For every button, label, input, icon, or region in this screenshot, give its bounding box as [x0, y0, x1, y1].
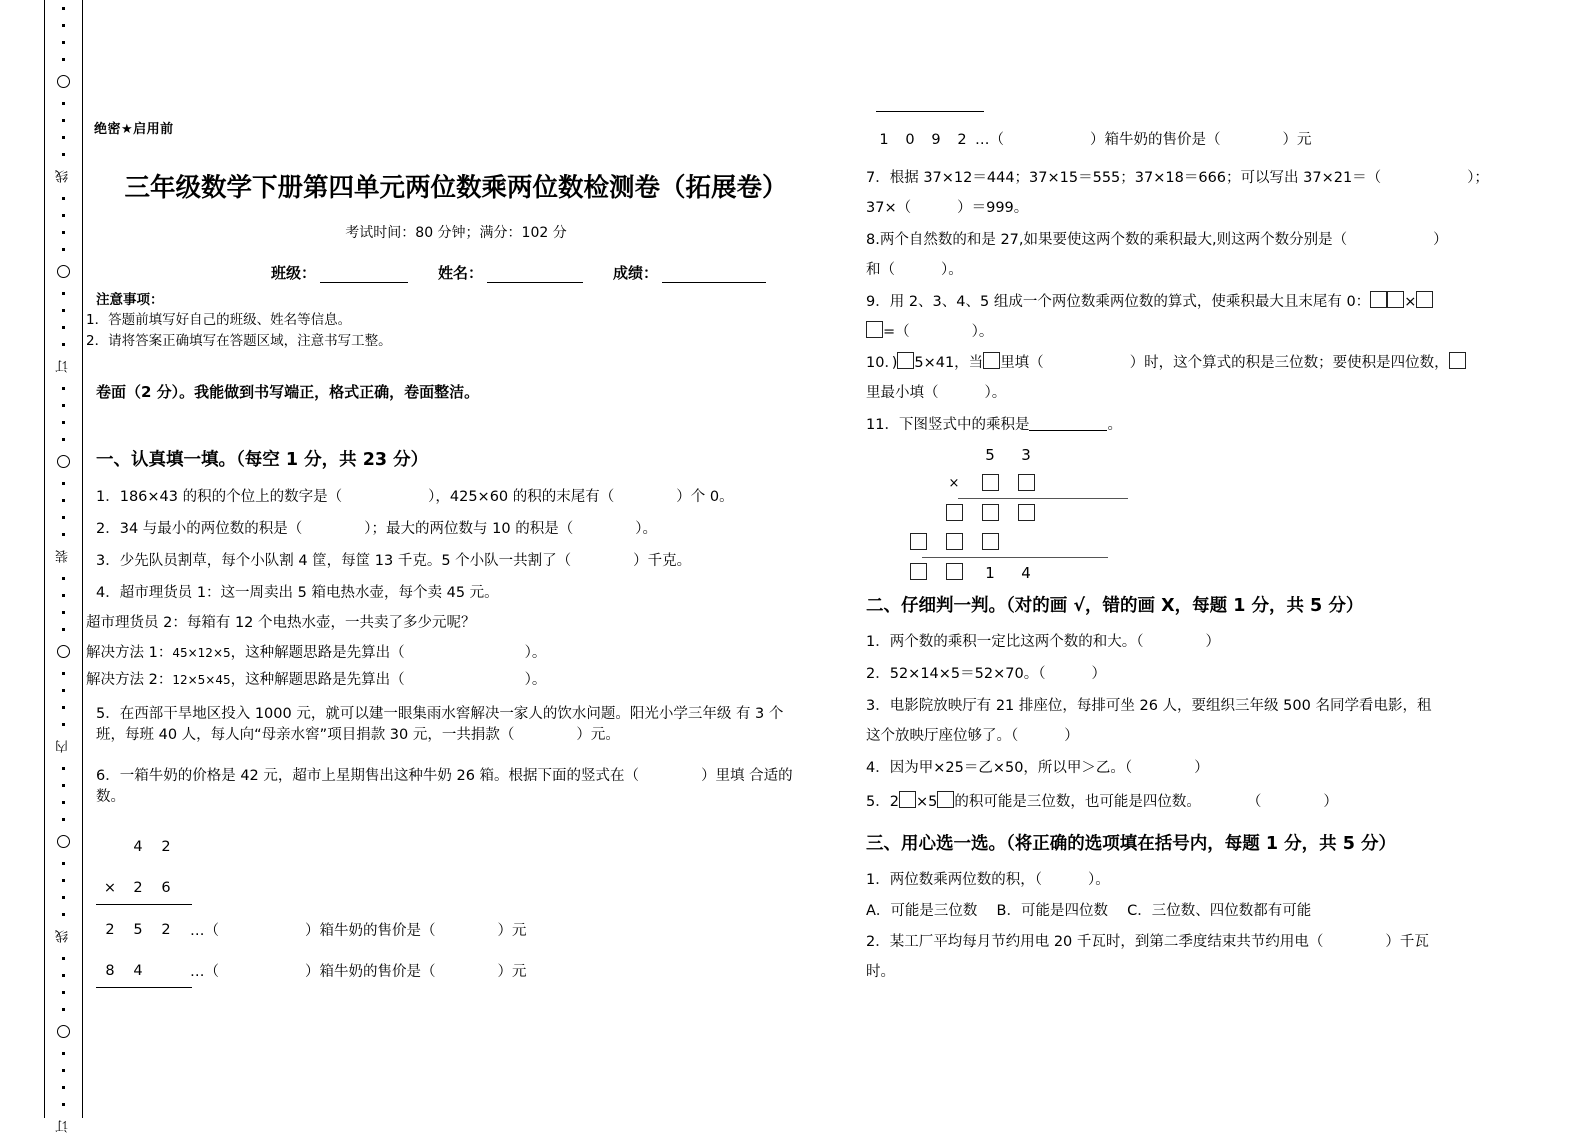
score-field[interactable]	[613, 262, 766, 283]
notice-item-2: 2．请将答案正确填写在答题区域，注意书写工整。	[86, 333, 392, 349]
binding-dot	[62, 7, 65, 10]
vcalc2-cell	[1008, 474, 1044, 493]
binding-rule-right	[82, 0, 83, 1118]
vcalc2-row-multiplicand	[936, 440, 1128, 469]
binding-margin	[0, 0, 86, 1133]
c1-part-b: ）。	[1087, 872, 1110, 888]
method2-label: 解决方法 2：	[86, 672, 173, 688]
notice-item-1: 1．答题前填写好自己的班级、姓名等信息。	[86, 312, 352, 328]
q9-part-a: 9．用 2、3、4、5 组成一个两位数乘两位数的算式，使乘积最大且末尾有 0：	[866, 294, 1371, 310]
ann-a: …（	[190, 964, 219, 980]
answer-box-icon[interactable]	[1416, 291, 1433, 308]
vcalc-cell: 2	[161, 921, 171, 938]
name-blank[interactable]	[487, 267, 583, 283]
vcalc-cell: 5	[133, 921, 143, 938]
vcalc2-cell	[972, 474, 1008, 493]
answer-box-icon[interactable]	[1370, 291, 1387, 308]
q3-part-a: 3．少先队员割草，每个小队割 4 筐，每筐 13 千克。5 个小队一共割了（	[96, 553, 572, 569]
binding-circle-icon	[57, 265, 70, 278]
q9-part-c: ）。	[971, 324, 994, 340]
q1-part-c: ）个 0。	[676, 489, 734, 505]
vcalc-row-multiplier	[96, 867, 527, 908]
secret-label: 绝密★启用前	[94, 122, 174, 137]
binding-dot	[62, 991, 65, 994]
question-2-3-line2	[866, 724, 1079, 745]
q1-part-a: 1．186×43 的积的个位上的数字是（	[96, 489, 343, 505]
q2-part-a: 2．34 与最小的两位数的积是（	[96, 521, 303, 537]
binding-dot	[62, 1086, 65, 1089]
question-1-10-line1	[866, 351, 1466, 372]
q6-part-c: 合适的数。	[96, 768, 793, 805]
binding-dot	[62, 482, 65, 485]
vcalc2-row-partial-1	[936, 499, 1128, 528]
t4-part-a: 4．因为甲×25＝乙×50，所以甲＞乙。（	[866, 760, 1133, 776]
t5-part-b: 的积可能是三位数，也可能是四位数。	[954, 794, 1201, 810]
q10-part-f: ）。	[984, 385, 1007, 401]
class-blank[interactable]	[320, 267, 408, 283]
q11-part-a: 11．下图竖式中的乘积是	[866, 417, 1030, 433]
t5-part-mid: ×5	[915, 794, 938, 810]
vcalc-rule-continuation	[876, 111, 984, 112]
binding-dot	[62, 24, 65, 27]
name-label: 姓名：	[437, 264, 483, 282]
q3-part-b: ）千克。	[633, 553, 692, 569]
vcalc2-row-partial-2	[900, 528, 1128, 557]
binding-dot	[62, 767, 65, 770]
ann-b: ）箱牛奶的售价是（	[1090, 132, 1221, 148]
answer-box-icon[interactable]	[982, 533, 999, 550]
binding-circle-icon	[57, 455, 70, 468]
question-1-4-method-1	[86, 641, 546, 662]
answer-box-icon[interactable]	[866, 321, 883, 338]
binding-dot	[62, 611, 65, 614]
t1-part-b: ）	[1205, 634, 1220, 650]
q7-part-d: ）＝999。	[957, 200, 1029, 216]
question-2-4	[866, 756, 1209, 777]
question-1-4-method-2	[86, 668, 546, 689]
question-3-1	[866, 868, 1110, 889]
name-field[interactable]	[438, 262, 583, 283]
binding-dot	[62, 231, 65, 234]
binding-dot	[62, 818, 65, 821]
binding-dot	[62, 404, 65, 407]
vcalc-row-multiplicand	[96, 826, 527, 867]
vcalc-cell: 9	[931, 132, 941, 148]
method2-tail-b: ）。	[524, 672, 547, 688]
binding-dot	[62, 499, 65, 502]
q10-part-d: ）时，这个算式的积是三位数；要使积是四位数，	[1129, 355, 1449, 371]
section-2-heading: 二、仔细判一判。（对的画 √，错的画 X，每题 1 分，共 5 分）	[866, 596, 1364, 616]
q11-part-b: 。	[1107, 417, 1122, 433]
answer-box-icon[interactable]	[946, 563, 963, 580]
ann-c: ）元	[1282, 132, 1312, 148]
vcalc-rule-1	[96, 904, 192, 905]
q7-part-c: 37×（	[866, 200, 912, 216]
method2-tail-a: ，这种解题思路是先算出（	[230, 672, 405, 688]
binding-dot	[62, 706, 65, 709]
binding-dot	[62, 119, 65, 122]
question-3-2-line1	[866, 930, 1429, 951]
vcalc2-row-product	[900, 558, 1128, 587]
method1-label: 解决方法 1：	[86, 645, 173, 661]
binding-dot	[62, 1103, 65, 1106]
q6-part-a: 6．一箱牛奶的价格是 42 元，超市上星期售出这种牛奶 26 箱。根据下面的竖式在（	[96, 768, 640, 784]
binding-label: 线	[55, 170, 71, 183]
question-1-7-line1	[866, 166, 1489, 187]
t2-part-b: ）	[1091, 666, 1106, 682]
question-1-5	[96, 702, 796, 744]
q11-blank[interactable]	[1029, 417, 1107, 431]
vcalc-row-partial-2	[96, 950, 527, 991]
binding-dot	[62, 896, 65, 899]
method2-expression: 12×5×45	[172, 673, 231, 687]
binding-dot	[62, 533, 65, 536]
binding-circle-icon	[57, 645, 70, 658]
vcalc2-cell	[936, 504, 972, 523]
vcalc2-cell	[936, 533, 972, 552]
answer-box-icon[interactable]	[982, 504, 999, 521]
binding-dot	[62, 292, 65, 295]
question-1-11	[866, 413, 1122, 434]
section-3-heading: 三、用心选一选。（将正确的选项填在括号内，每题 1 分，共 5 分）	[866, 834, 1396, 854]
binding-circle-icon	[57, 835, 70, 848]
binding-dot	[62, 343, 65, 346]
vcalc2-cell	[972, 533, 1008, 552]
binding-label: 线	[55, 930, 71, 943]
answer-box-icon[interactable]	[1018, 504, 1035, 521]
class-field[interactable]	[271, 262, 408, 283]
vcalc-cell: 2	[161, 838, 171, 855]
t1-part-a: 1．两个数的乘积一定比这两个数的和大。（	[866, 634, 1144, 650]
vcalc2-cell	[936, 563, 972, 582]
binding-dot	[62, 1069, 65, 1072]
t5-part-a: 5．2	[866, 794, 899, 810]
binding-dot	[62, 1008, 65, 1011]
c1-part-a: 1．两位数乘两位数的积，（	[866, 872, 1042, 888]
method1-tail-a: ，这种解题思路是先算出（	[230, 645, 405, 661]
ann-b: ）箱牛奶的售价是（	[305, 923, 436, 939]
question-1-8-line1	[866, 228, 1448, 249]
binding-dot	[62, 723, 65, 726]
binding-dot	[62, 153, 65, 156]
binding-dot	[62, 801, 65, 804]
q10-part-c: 里填（	[1000, 355, 1044, 371]
question-3-2-line2: 时。	[866, 964, 895, 980]
question-1-10-line2	[866, 381, 1006, 402]
answer-box-icon[interactable]	[1387, 291, 1404, 308]
binding-dot	[62, 974, 65, 977]
q7-part-a: 7．根据 37×12＝444；37×15＝555；37×18＝666；可以写出 37×21＝（	[866, 170, 1382, 186]
binding-dot	[62, 577, 65, 580]
vcalc-cell: 2	[133, 879, 143, 896]
binding-label: 内	[55, 740, 71, 753]
binding-dot	[62, 784, 65, 787]
binding-dot	[62, 58, 65, 61]
c2-part-b: ）千瓦	[1385, 934, 1429, 950]
score-blank[interactable]	[662, 267, 766, 283]
ann-a: …（	[190, 923, 219, 939]
vcalc2-cell: 3	[1021, 445, 1031, 464]
question-1-9-line2	[866, 320, 993, 341]
answer-box-icon[interactable]	[910, 533, 927, 550]
q8-part-c: 和（	[866, 262, 895, 278]
binding-dot	[62, 309, 65, 312]
binding-dot	[62, 438, 65, 441]
binding-dot	[62, 421, 65, 424]
vcalc2-cell	[900, 563, 936, 582]
t2-part-a: 2．52×14×5＝52×70。（	[866, 666, 1046, 682]
vcalc2-cell: 1	[985, 563, 995, 582]
q9-part-b: =（	[883, 324, 910, 340]
vcalc-cell: 8	[105, 962, 115, 979]
multiply-icon: ×	[103, 879, 117, 896]
q10-part-a: 10．)	[866, 355, 898, 371]
page-title: 三年级数学下册第四单元两位数乘两位数检测卷（拓展卷）	[124, 173, 788, 203]
answer-box-icon[interactable]	[1018, 474, 1035, 491]
binding-label: 装	[55, 550, 71, 563]
question-1-2	[96, 517, 657, 538]
cover-note: 卷面（2 分）。我能做到书写端正，格式正确，卷面整洁。	[96, 383, 480, 401]
section-1-heading: 一、认真填一填。（每空 1 分，共 23 分）	[96, 450, 429, 470]
question-1-4-line1: 4．超市理货员 1：这一周卖出 5 箱电热水壶，每个卖 45 元。	[96, 585, 499, 601]
binding-dot	[62, 913, 65, 916]
vcalc2-row-multiplier	[936, 469, 1128, 498]
vcalc2-cell: 4	[1021, 563, 1031, 582]
q5-part-a: 5．在西部干旱地区投入 1000 元，就可以建一眼集雨水窖解决一家人的饮水问题。阳光小学三年级	[96, 706, 732, 722]
binding-circle-icon	[57, 75, 70, 88]
q2-part-b: ）；最大的两位数与 10 的积是（	[364, 521, 574, 537]
answer-box-icon[interactable]	[946, 504, 963, 521]
question-2-3-line1: 3．电影院放映厅有 21 排座位，每排可坐 26 人，要组织三年级 500 名同学看电影，租	[866, 698, 1432, 714]
vcalc-cell: 1	[879, 132, 889, 148]
answer-box-icon[interactable]	[899, 791, 916, 808]
answer-box-icon[interactable]	[910, 563, 927, 580]
multiply-icon: ×	[948, 476, 960, 491]
vcalc-cell: 4	[133, 838, 143, 855]
binding-dot	[62, 41, 65, 44]
question-1-6	[96, 764, 796, 806]
vcalc-cell: 2	[105, 921, 115, 938]
binding-dot	[62, 879, 65, 882]
t5-part-c: （	[1246, 794, 1262, 810]
c2-part-a: 2．某工厂平均每月节约用电 20 千瓦时，到第二季度结束共节约用电（	[866, 934, 1324, 950]
q1-part-b: ），425×60 的积的末尾有（	[428, 489, 615, 505]
q10-part-e: 里最小填（	[866, 385, 939, 401]
ann-c: ）元	[497, 923, 527, 939]
vcalc2-cell	[1008, 504, 1044, 523]
exam-meta: 考试时间：80 分钟；满分：102 分	[345, 225, 567, 241]
binding-label: 订	[55, 1120, 71, 1133]
ann-c: ）元	[497, 964, 527, 980]
binding-dot	[62, 628, 65, 631]
vcalc-row-1-annotation	[190, 919, 527, 940]
q7-part-b: ）；	[1467, 170, 1489, 186]
q2-part-c: ）。	[635, 521, 657, 537]
q10-part-b: 5×41，当	[914, 355, 984, 371]
question-2-5	[866, 790, 1338, 811]
class-label: 班级：	[270, 264, 316, 282]
identity-line	[86, 262, 806, 283]
answer-box-icon[interactable]	[946, 533, 963, 550]
vcalc-cell: 0	[905, 132, 915, 148]
binding-dot	[62, 594, 65, 597]
t3-part-c: ）	[1064, 728, 1079, 744]
binding-dot	[62, 1052, 65, 1055]
binding-dot	[62, 862, 65, 865]
binding-dot	[62, 387, 65, 390]
binding-dot	[62, 248, 65, 251]
vcalc2-cell: 5	[985, 445, 995, 464]
question-1-3	[96, 549, 691, 570]
answer-box-icon[interactable]	[982, 474, 999, 491]
q8-part-b: ）	[1433, 232, 1448, 248]
vcalc-rule-2	[96, 987, 192, 988]
answer-box-icon[interactable]	[897, 352, 914, 369]
vcalc-cell: 2	[957, 132, 967, 148]
method1-expression: 45×12×5	[172, 646, 231, 660]
q8-part-d: ）。	[941, 262, 963, 278]
q6-part-b: ）里填	[701, 768, 745, 784]
vcalc2-cell	[900, 533, 936, 552]
vertical-calculation-q11	[936, 440, 1128, 587]
binding-dotted-line	[44, 0, 82, 1133]
binding-dot	[62, 689, 65, 692]
question-1-1	[96, 485, 734, 506]
ann-b: ）箱牛奶的售价是（	[305, 964, 436, 980]
binding-dot	[62, 136, 65, 139]
binding-dot	[62, 214, 65, 217]
binding-dot	[62, 326, 65, 329]
binding-dot	[62, 102, 65, 105]
notice-title: 注意事项：	[96, 292, 164, 308]
t5-part-d: ）	[1323, 794, 1338, 810]
q5-part-c: ）元。	[576, 727, 620, 743]
vcalc-row-2-annotation	[190, 960, 527, 981]
question-1-9-line1: 9．用 2、3、4、5 组成一个两位数乘两位数的算式，使乘积最大且末尾有 0： ×	[866, 290, 1433, 311]
binding-dot	[62, 957, 65, 960]
vcalc-cell: 4	[133, 962, 143, 979]
ann-a: …（	[975, 132, 1004, 148]
vertical-calculation-q6	[96, 826, 527, 988]
question-2-2	[866, 662, 1106, 683]
t3-part-b: 这个放映厅座位够了。（	[866, 728, 1019, 744]
binding-dot	[62, 197, 65, 200]
score-label: 成绩：	[612, 264, 658, 282]
vertical-calculation-q6-total	[871, 128, 1312, 149]
question-2-1	[866, 630, 1220, 651]
answer-box-icon[interactable]	[983, 352, 1000, 369]
binding-label: 订	[55, 360, 71, 373]
q5-part-b: 有 3 个班，每班 40 人，每人向“母亲水窖”项目捐款 30 元，一共捐款（	[96, 706, 784, 743]
exam-page	[86, 0, 1583, 1118]
answer-box-icon[interactable]	[937, 791, 954, 808]
binding-circle-icon	[57, 1025, 70, 1038]
binding-dot	[62, 672, 65, 675]
vcalc2-cell	[972, 504, 1008, 523]
vcalc-row-partial-1	[96, 909, 527, 950]
question-1-4-line2: 超市理货员 2：每箱有 12 个电热水壶，一共卖了多少元呢？	[86, 615, 476, 631]
question-1-7-line2	[866, 196, 1028, 217]
question-1-8-line2	[866, 258, 963, 279]
t4-part-b: ）	[1194, 760, 1209, 776]
question-3-1-options[interactable]: A．可能是三位数 B．可能是四位数 C．三位数、四位数都有可能	[866, 903, 1312, 919]
vcalc-cell: 6	[161, 879, 171, 896]
q8-part-a: 8.两个自然数的和是 27,如果要使这两个数的乘积最大,则这两个数分别是（	[866, 232, 1348, 248]
method1-tail-b: ）。	[524, 645, 547, 661]
answer-box-icon[interactable]	[1449, 352, 1466, 369]
binding-dot	[62, 516, 65, 519]
